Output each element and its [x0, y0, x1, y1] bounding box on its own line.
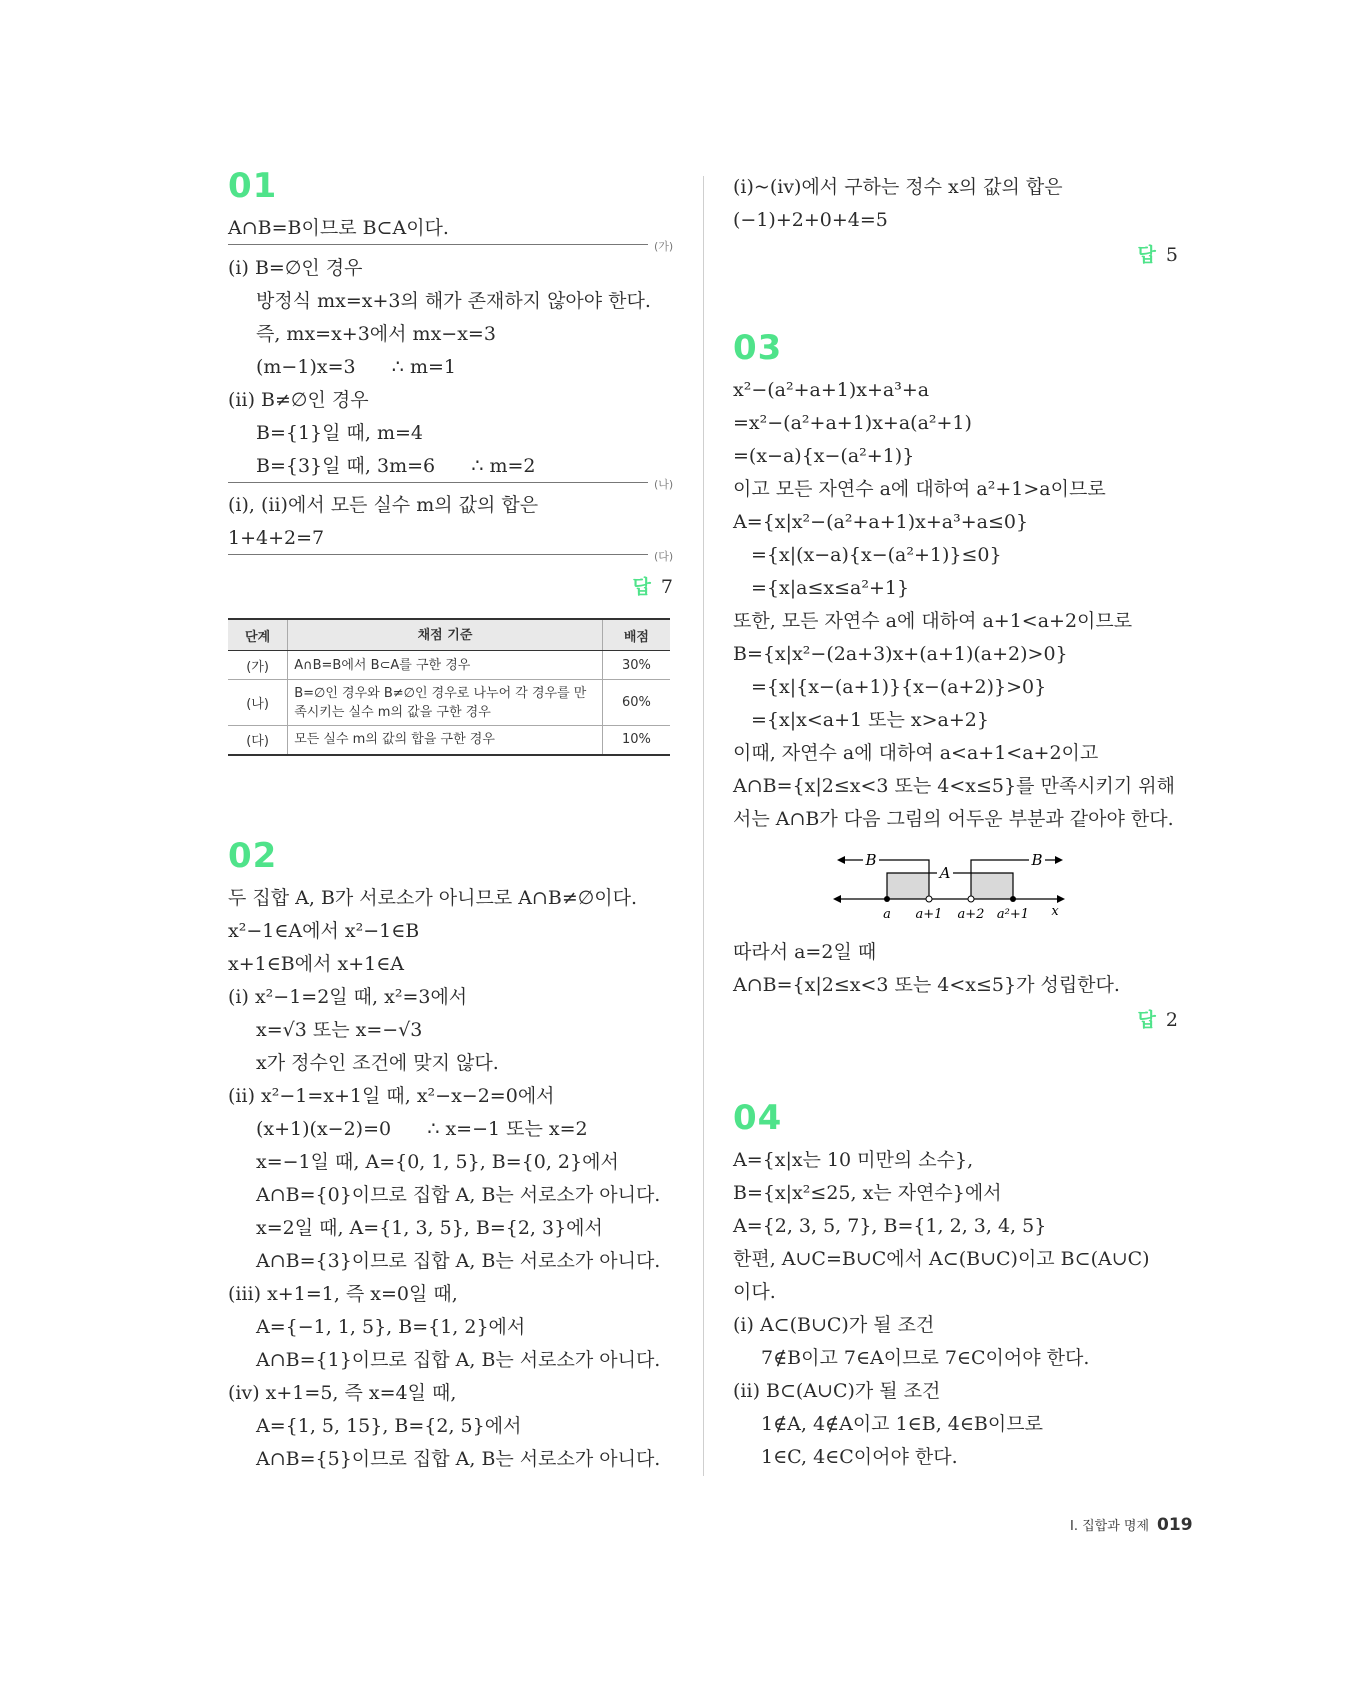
p02-line: x=√3 또는 x=−√3: [256, 1019, 423, 1041]
p04-line: (ⅰ) A⊂(B∪C)가 될 조건: [733, 1314, 935, 1336]
answer-label: 답: [632, 576, 651, 598]
p03-line: A∩B={x|2≤x<3 또는 4<x≤5}가 성립한다.: [733, 974, 1120, 996]
problem-number-04: 04: [733, 1098, 783, 1138]
table-row: [228, 680, 670, 726]
tick-label: a+1: [915, 907, 943, 922]
p02-cont-line: (−1)+2+0+4=5: [733, 209, 888, 231]
answer: [1138, 240, 1178, 267]
problem-number-03: 03: [733, 328, 783, 368]
table-header-row: [228, 619, 670, 651]
stage-rule: [228, 482, 648, 483]
problem-number-02: 02: [228, 836, 278, 876]
p04-line: (ⅱ) B⊂(A∪C)가 될 조건: [733, 1380, 941, 1402]
p03-line: A={x|x²−(a²+a+1)x+a³+a≤0}: [733, 511, 1029, 533]
p02-line: (ⅲ) x+1=1, 즉 x=0일 때,: [228, 1283, 458, 1305]
p02-line: A∩B={3}이므로 집합 A, B는 서로소가 아니다.: [256, 1250, 661, 1272]
p02-cont-line: (ⅰ)~(ⅳ)에서 구하는 정수 x의 값의 합은: [733, 176, 1063, 198]
p01-line: 즉, mx=x+3에서 mx−x=3: [256, 323, 496, 345]
open-point: [968, 896, 974, 902]
p02-line: A={−1, 1, 5}, B={1, 2}에서: [256, 1316, 526, 1338]
p02-line: A∩B={5}이므로 집합 A, B는 서로소가 아니다.: [256, 1448, 661, 1470]
p03-line: 이고 모든 자연수 a에 대하여 a²+1>a이므로: [733, 478, 1106, 500]
column-divider: [703, 176, 704, 1476]
p02-line: A∩B={1}이므로 집합 A, B는 서로소가 아니다.: [256, 1349, 661, 1371]
table-row: [228, 651, 670, 680]
table-cell-score: 30%: [602, 651, 670, 680]
p04-line: 1∈C, 4∈C이어야 한다.: [761, 1446, 958, 1468]
grading-table: [228, 618, 670, 756]
shaded-region: [887, 873, 929, 899]
answer: [633, 572, 673, 599]
closed-point: [884, 896, 890, 902]
p02-line: (x+1)(x−2)=0 ∴ x=−1 또는 x=2: [256, 1118, 588, 1140]
p01-line: (ⅱ) B≠∅인 경우: [228, 389, 369, 411]
p04-line: A={2, 3, 5, 7}, B={1, 2, 3, 4, 5}: [733, 1215, 1047, 1237]
stage-label: (가): [654, 240, 674, 253]
p02-line: (ⅰ) x²−1=2일 때, x²=3에서: [228, 986, 468, 1008]
table-cell-criterion: B=∅인 경우와 B≠∅인 경우로 나누어 각 경우를 만족시키는 실수 m의 값을 구한 경우: [288, 680, 603, 726]
p03-line: ={x|x<a+1 또는 x>a+2}: [751, 709, 989, 731]
answer-value: 7: [660, 576, 673, 598]
p01-line: 방정식 mx=x+3의 해가 존재하지 않아야 한다.: [256, 290, 651, 312]
p03-line: A∩B={x|2≤x<3 또는 4<x≤5}를 만족시키기 위해: [733, 775, 1175, 797]
p03-line: 따라서 a=2일 때: [733, 941, 877, 963]
p04-line: 한편, A∪C=B∪C에서 A⊂(B∪C)이고 B⊂(A∪C): [733, 1248, 1150, 1270]
answer-label: 답: [1137, 244, 1156, 266]
table-header: 채점 기준: [288, 619, 603, 651]
table-cell-stage: (나): [228, 680, 288, 726]
set-b-left-arrow: [837, 856, 845, 864]
table-cell-score: 60%: [602, 680, 670, 726]
stage-rule: [228, 554, 648, 555]
p02-line: A∩B={0}이므로 집합 A, B는 서로소가 아니다.: [256, 1184, 661, 1206]
p03-line: 이때, 자연수 a에 대하여 a<a+1<a+2이고: [733, 742, 1099, 764]
p02-line: A={1, 5, 15}, B={2, 5}에서: [256, 1415, 522, 1437]
p03-line: B={x|x²−(2a+3)x+(a+1)(a+2)>0}: [733, 643, 1068, 665]
p03-line: ={x|{x−(a+1)}{x−(a+2)}>0}: [751, 676, 1047, 698]
stage-label: (다): [654, 550, 674, 563]
shaded-region: [971, 873, 1013, 899]
tick-label: a+2: [957, 907, 985, 922]
p04-line: 이다.: [733, 1281, 776, 1303]
axis-label: x: [1051, 904, 1059, 919]
p02-line: x²−1∈A에서 x²−1∈B: [228, 920, 420, 942]
table-cell-stage: (다): [228, 726, 288, 755]
table-cell-criterion: 모든 실수 m의 값의 합을 구한 경우: [288, 726, 603, 755]
p01-line: B={3}일 때, 3m=6 ∴ m=2: [256, 455, 536, 477]
p02-line: x가 정수인 조건에 맞지 않다.: [256, 1052, 499, 1074]
answer-value: 2: [1165, 1009, 1178, 1031]
p01-line: (ⅰ), (ⅱ)에서 모든 실수 m의 값의 합은: [228, 494, 539, 516]
p02-line: (ⅳ) x+1=5, 즉 x=4일 때,: [228, 1382, 457, 1404]
label-a: A: [939, 864, 951, 882]
p01-line: (ⅰ) B=∅인 경우: [228, 257, 363, 279]
page-number: 019: [1157, 1515, 1193, 1535]
table-header: 배점: [602, 619, 670, 651]
p03-line: 서는 A∩B가 다음 그림의 어두운 부분과 같아야 한다.: [733, 808, 1174, 830]
axis-arrow: [1057, 895, 1065, 903]
table-cell-stage: (가): [228, 651, 288, 680]
p04-line: B={x|x²≤25, x는 자연수}에서: [733, 1182, 1002, 1204]
p01-line: B={1}일 때, m=4: [256, 422, 423, 444]
p02-line: x=−1일 때, A={0, 1, 5}, B={0, 2}에서: [256, 1151, 619, 1173]
tick-label: a²+1: [996, 907, 1030, 922]
number-line-figure: [833, 843, 1073, 923]
stage-rule: [228, 244, 648, 245]
problem-number-01: 01: [228, 166, 278, 206]
open-point: [926, 896, 932, 902]
table-cell-score: 10%: [602, 726, 670, 755]
p02-line: x=2일 때, A={1, 3, 5}, B={2, 3}에서: [256, 1217, 603, 1239]
stage-label: (나): [654, 478, 674, 491]
page-footer: [1070, 1515, 1193, 1535]
label-b-right: B: [1031, 851, 1043, 869]
p02-line: x+1∈B에서 x+1∈A: [228, 953, 405, 975]
p04-line: 7∉B이고 7∈A이므로 7∈C이어야 한다.: [761, 1347, 1090, 1369]
p02-line: (ⅱ) x²−1=x+1일 때, x²−x−2=0에서: [228, 1085, 555, 1107]
set-b-right-arrow: [1055, 856, 1063, 864]
p03-line: =x²−(a²+a+1)x+a(a²+1): [733, 412, 972, 434]
p04-line: 1∉A, 4∉A이고 1∈B, 4∈B이므로: [761, 1413, 1043, 1435]
table-row: [228, 726, 670, 755]
answer-label: 답: [1137, 1009, 1156, 1031]
p04-line: A={x|x는 10 미만의 소수},: [733, 1149, 974, 1171]
p01-line: (m−1)x=3 ∴ m=1: [256, 356, 456, 378]
table-cell-criterion: A∩B=B에서 B⊂A를 구한 경우: [288, 651, 603, 680]
closed-point: [1010, 896, 1016, 902]
tick-label: a: [883, 907, 891, 922]
p02-line: 두 집합 A, B가 서로소가 아니므로 A∩B≠∅이다.: [228, 887, 638, 909]
label-b-left: B: [865, 851, 877, 869]
answer-value: 5: [1165, 244, 1178, 266]
p01-line: 1+4+2=7: [228, 527, 325, 549]
p03-line: ={x|a≤x≤a²+1}: [751, 577, 910, 599]
p03-line: =(x−a){x−(a²+1)}: [733, 445, 915, 467]
answer: [1138, 1005, 1178, 1032]
p03-line: 또한, 모든 자연수 a에 대하여 a+1<a+2이므로: [733, 610, 1133, 632]
section-title: Ⅰ. 집합과 명제: [1070, 1519, 1150, 1534]
table-header: 단계: [228, 619, 288, 651]
p01-line: A∩B=B이므로 B⊂A이다.: [228, 217, 449, 239]
p03-line: ={x|(x−a){x−(a²+1)}≤0}: [751, 544, 1002, 566]
p03-line: x²−(a²+a+1)x+a³+a: [733, 379, 930, 401]
axis-arrow: [833, 895, 841, 903]
